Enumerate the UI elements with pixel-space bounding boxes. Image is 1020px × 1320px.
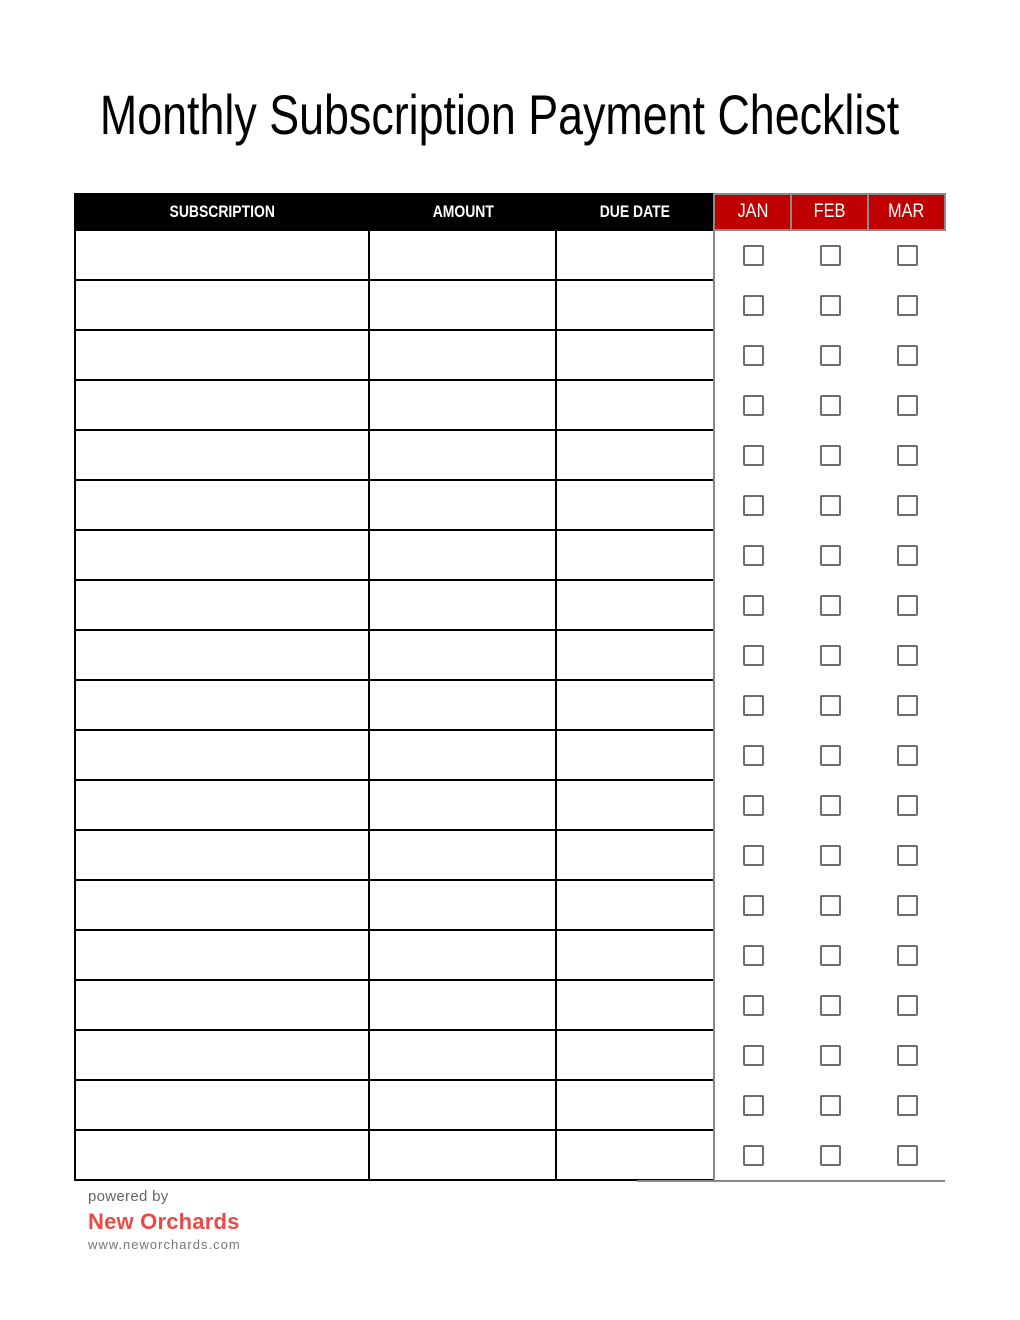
table-row <box>74 781 945 831</box>
month-check-cell-feb <box>792 681 869 731</box>
checkbox-feb[interactable] <box>820 1145 841 1166</box>
amount-cell[interactable] <box>370 581 557 631</box>
subscription-cell[interactable] <box>74 881 370 931</box>
month-check-cell-feb <box>792 881 869 931</box>
due-date-cell[interactable] <box>557 631 713 681</box>
amount-cell[interactable] <box>370 831 557 881</box>
checkbox-feb[interactable] <box>820 945 841 966</box>
checkbox-mar[interactable] <box>897 495 918 516</box>
checkbox-feb[interactable] <box>820 795 841 816</box>
month-check-cell-mar <box>869 1131 946 1181</box>
month-check-cell-feb <box>792 781 869 831</box>
month-check-cell-feb <box>792 381 869 431</box>
table-row <box>74 931 945 981</box>
due-date-cell[interactable] <box>557 381 713 431</box>
due-date-cell[interactable] <box>557 1131 713 1181</box>
checkbox-feb[interactable] <box>820 695 841 716</box>
due-date-cell[interactable] <box>557 431 713 481</box>
checkbox-feb[interactable] <box>820 745 841 766</box>
checkbox-jan[interactable] <box>743 895 764 916</box>
month-check-cell-mar <box>869 281 946 331</box>
month-check-cell-jan <box>713 731 792 781</box>
checkbox-feb[interactable] <box>820 395 841 416</box>
checkbox-feb[interactable] <box>820 495 841 516</box>
checkbox-jan[interactable] <box>743 1045 764 1066</box>
checkbox-feb[interactable] <box>820 645 841 666</box>
month-check-cell-feb <box>792 331 869 381</box>
subscription-cell[interactable] <box>74 1081 370 1131</box>
month-check-cell-mar <box>869 331 946 381</box>
amount-cell[interactable] <box>370 1131 557 1181</box>
month-check-cell-feb <box>792 281 869 331</box>
subscription-cell[interactable] <box>74 981 370 1031</box>
checkbox-feb[interactable] <box>820 1095 841 1116</box>
header-month-mar: MAR <box>869 193 946 231</box>
checkbox-feb[interactable] <box>820 245 841 266</box>
checkbox-jan[interactable] <box>743 395 764 416</box>
month-check-cell-feb <box>792 1031 869 1081</box>
checkbox-mar[interactable] <box>897 595 918 616</box>
table-row <box>74 281 945 331</box>
table-row <box>74 531 945 581</box>
subscription-cell[interactable] <box>74 581 370 631</box>
checkbox-mar[interactable] <box>897 845 918 866</box>
month-check-cell-mar <box>869 881 946 931</box>
checkbox-feb[interactable] <box>820 995 841 1016</box>
checkbox-jan[interactable] <box>743 545 764 566</box>
checkbox-mar[interactable] <box>897 895 918 916</box>
checkbox-jan[interactable] <box>743 245 764 266</box>
checkbox-feb[interactable] <box>820 345 841 366</box>
month-check-cell-feb <box>792 1081 869 1131</box>
month-check-cell-jan <box>713 631 792 681</box>
month-check-cell-mar <box>869 531 946 581</box>
brand-logo[interactable]: New Orchards <box>88 1209 240 1234</box>
due-date-cell[interactable] <box>557 1031 713 1081</box>
checkbox-feb[interactable] <box>820 445 841 466</box>
month-check-cell-jan <box>713 281 792 331</box>
month-check-cell-mar <box>869 931 946 981</box>
checkbox-mar[interactable] <box>897 345 918 366</box>
checkbox-feb[interactable] <box>820 895 841 916</box>
table-header-row <box>74 193 945 231</box>
month-check-cell-jan <box>713 881 792 931</box>
table-row <box>74 381 945 431</box>
checkbox-feb[interactable] <box>820 845 841 866</box>
checkbox-jan[interactable] <box>743 595 764 616</box>
table-row <box>74 731 945 781</box>
table-row <box>74 681 945 731</box>
month-check-cell-feb <box>792 431 869 481</box>
checkbox-jan[interactable] <box>743 1145 764 1166</box>
subscription-cell[interactable] <box>74 831 370 881</box>
due-date-cell[interactable] <box>557 881 713 931</box>
header-amount: AMOUNT <box>370 193 557 231</box>
month-check-cell-jan <box>713 531 792 581</box>
checkbox-mar[interactable] <box>897 995 918 1016</box>
checkbox-mar[interactable] <box>897 1095 918 1116</box>
month-check-cell-mar <box>869 231 946 281</box>
amount-cell[interactable] <box>370 231 557 281</box>
table-row <box>74 1131 945 1181</box>
checkbox-feb[interactable] <box>820 545 841 566</box>
month-check-cell-feb <box>792 831 869 881</box>
month-check-cell-feb <box>792 231 869 281</box>
checkbox-jan[interactable] <box>743 845 764 866</box>
month-check-cell-feb <box>792 981 869 1031</box>
table-row <box>74 331 945 381</box>
checkbox-mar[interactable] <box>897 295 918 316</box>
subscription-cell[interactable] <box>74 1031 370 1081</box>
month-check-cell-jan <box>713 481 792 531</box>
month-check-cell-jan <box>713 1031 792 1081</box>
month-check-cell-feb <box>792 1131 869 1181</box>
checkbox-mar[interactable] <box>897 1045 918 1066</box>
subscription-cell[interactable] <box>74 1131 370 1181</box>
table-row <box>74 1031 945 1081</box>
checklist-table <box>74 193 945 1181</box>
month-check-cell-feb <box>792 581 869 631</box>
table-row <box>74 481 945 531</box>
month-check-cell-feb <box>792 531 869 581</box>
subscription-cell[interactable] <box>74 781 370 831</box>
month-check-cell-mar <box>869 631 946 681</box>
header-month-feb: FEB <box>792 193 869 231</box>
checkbox-column-bottom-rule <box>637 1180 945 1182</box>
checkbox-jan[interactable] <box>743 695 764 716</box>
subscription-cell[interactable] <box>74 481 370 531</box>
month-check-cell-jan <box>713 231 792 281</box>
month-check-cell-mar <box>869 581 946 631</box>
checkbox-mar[interactable] <box>897 395 918 416</box>
amount-cell[interactable] <box>370 1031 557 1081</box>
subscription-cell[interactable] <box>74 231 370 281</box>
month-check-cell-jan <box>713 931 792 981</box>
subscription-cell[interactable] <box>74 931 370 981</box>
checkbox-mar[interactable] <box>897 545 918 566</box>
due-date-cell[interactable] <box>557 1081 713 1131</box>
amount-cell[interactable] <box>370 781 557 831</box>
amount-cell[interactable] <box>370 631 557 681</box>
month-check-cell-jan <box>713 831 792 881</box>
subscription-cell[interactable] <box>74 731 370 781</box>
month-check-cell-mar <box>869 731 946 781</box>
subscription-cell[interactable] <box>74 531 370 581</box>
powered-by-label: powered by <box>88 1188 169 1205</box>
due-date-cell[interactable] <box>557 331 713 381</box>
table-row <box>74 631 945 681</box>
month-check-cell-mar <box>869 831 946 881</box>
table-row <box>74 831 945 881</box>
subscription-cell[interactable] <box>74 381 370 431</box>
due-date-cell[interactable] <box>557 231 713 281</box>
checkbox-feb[interactable] <box>820 1045 841 1066</box>
month-check-cell-feb <box>792 731 869 781</box>
month-check-cell-jan <box>713 381 792 431</box>
checkbox-mar[interactable] <box>897 1145 918 1166</box>
amount-cell[interactable] <box>370 681 557 731</box>
checkbox-jan[interactable] <box>743 945 764 966</box>
table-row <box>74 981 945 1031</box>
due-date-cell[interactable] <box>557 831 713 881</box>
header-subscription: SUBSCRIPTION <box>74 193 370 231</box>
amount-cell[interactable] <box>370 281 557 331</box>
month-check-cell-jan <box>713 1081 792 1131</box>
month-check-cell-feb <box>792 631 869 681</box>
due-date-cell[interactable] <box>557 581 713 631</box>
checkbox-jan[interactable] <box>743 795 764 816</box>
checkbox-jan[interactable] <box>743 295 764 316</box>
amount-cell[interactable] <box>370 331 557 381</box>
checkbox-feb[interactable] <box>820 595 841 616</box>
amount-cell[interactable] <box>370 531 557 581</box>
checkbox-mar[interactable] <box>897 445 918 466</box>
table-row <box>74 581 945 631</box>
subscription-cell[interactable] <box>74 631 370 681</box>
header-due-date: DUE DATE <box>557 193 713 231</box>
checkbox-jan[interactable] <box>743 495 764 516</box>
due-date-cell[interactable] <box>557 481 713 531</box>
checkbox-feb[interactable] <box>820 295 841 316</box>
checkbox-jan[interactable] <box>743 445 764 466</box>
amount-cell[interactable] <box>370 381 557 431</box>
subscription-cell[interactable] <box>74 331 370 381</box>
amount-cell[interactable] <box>370 881 557 931</box>
checkbox-mar[interactable] <box>897 945 918 966</box>
month-check-cell-mar <box>869 1081 946 1131</box>
table-row <box>74 431 945 481</box>
month-check-cell-jan <box>713 331 792 381</box>
table-row <box>74 231 945 281</box>
footer-branding <box>88 1188 241 1252</box>
table-row <box>74 881 945 931</box>
checkbox-mar[interactable] <box>897 745 918 766</box>
due-date-cell[interactable] <box>557 531 713 581</box>
month-check-cell-jan <box>713 681 792 731</box>
month-check-cell-jan <box>713 581 792 631</box>
brand-url[interactable]: www.neworchards.com <box>88 1237 241 1252</box>
due-date-cell[interactable] <box>557 931 713 981</box>
month-check-cell-mar <box>869 381 946 431</box>
checkbox-jan[interactable] <box>743 1095 764 1116</box>
checkbox-jan[interactable] <box>743 345 764 366</box>
month-check-cell-feb <box>792 481 869 531</box>
month-check-cell-jan <box>713 781 792 831</box>
month-check-cell-jan <box>713 1131 792 1181</box>
due-date-cell[interactable] <box>557 981 713 1031</box>
due-date-cell[interactable] <box>557 781 713 831</box>
amount-cell[interactable] <box>370 981 557 1031</box>
month-check-cell-mar <box>869 781 946 831</box>
checkbox-jan[interactable] <box>743 995 764 1016</box>
subscription-cell[interactable] <box>74 431 370 481</box>
amount-cell[interactable] <box>370 731 557 781</box>
table-row <box>74 1081 945 1131</box>
month-check-cell-mar <box>869 431 946 481</box>
month-check-cell-feb <box>792 931 869 981</box>
checkbox-mar[interactable] <box>897 645 918 666</box>
header-month-jan: JAN <box>713 193 792 231</box>
amount-cell[interactable] <box>370 431 557 481</box>
subscription-cell[interactable] <box>74 681 370 731</box>
due-date-cell[interactable] <box>557 681 713 731</box>
month-check-cell-mar <box>869 681 946 731</box>
checkbox-jan[interactable] <box>743 645 764 666</box>
page-title: Monthly Subscription Payment Checklist <box>100 83 900 146</box>
due-date-cell[interactable] <box>557 281 713 331</box>
checkbox-mar[interactable] <box>897 245 918 266</box>
due-date-cell[interactable] <box>557 731 713 781</box>
month-check-cell-mar <box>869 981 946 1031</box>
month-check-cell-jan <box>713 431 792 481</box>
amount-cell[interactable] <box>370 931 557 981</box>
checkbox-mar[interactable] <box>897 795 918 816</box>
month-check-cell-jan <box>713 981 792 1031</box>
month-check-cell-mar <box>869 1031 946 1081</box>
month-check-cell-mar <box>869 481 946 531</box>
checkbox-jan[interactable] <box>743 745 764 766</box>
amount-cell[interactable] <box>370 1081 557 1131</box>
amount-cell[interactable] <box>370 481 557 531</box>
checkbox-mar[interactable] <box>897 695 918 716</box>
subscription-cell[interactable] <box>74 281 370 331</box>
